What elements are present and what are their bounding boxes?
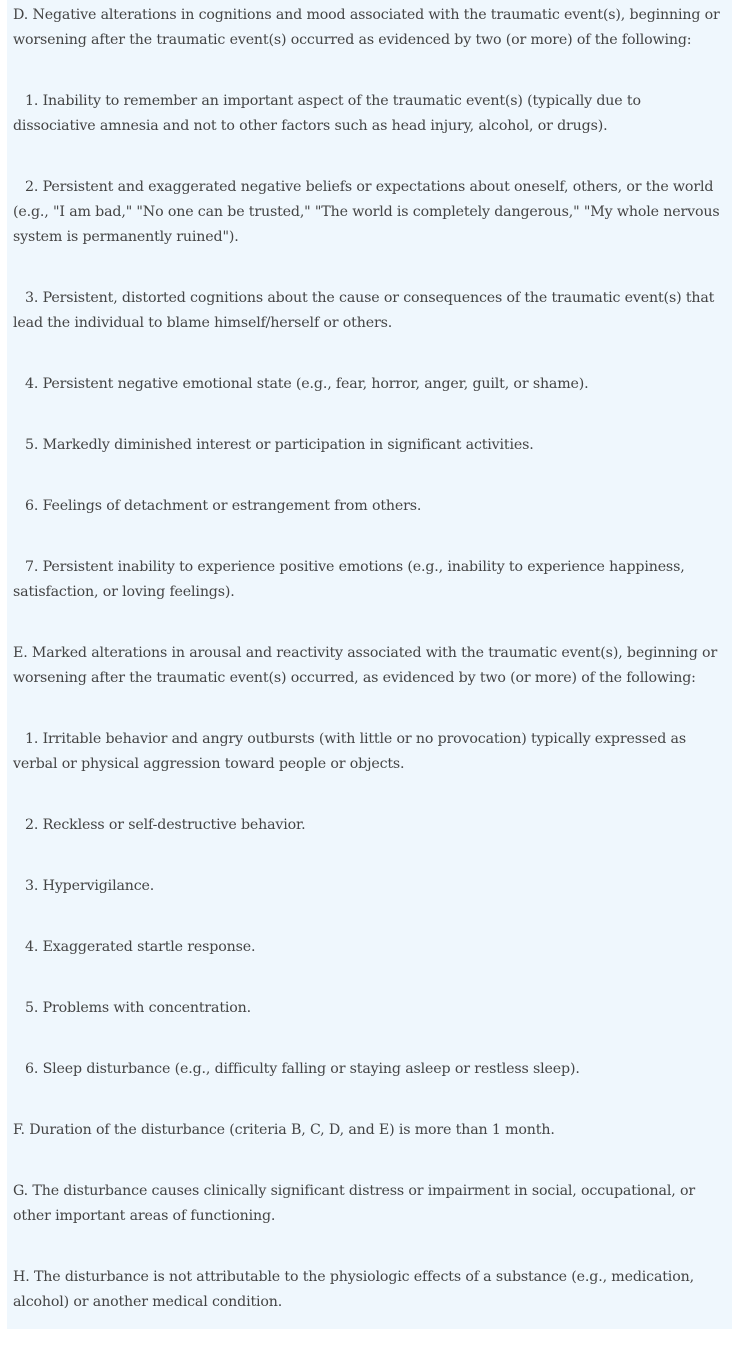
criterion-d: D. Negative alterations in cognitions and mood associated with the traumatic event(s), beginning or worsening after the traumatic event(s) occurred as evidenced by two (or more) of the following: [13, 7, 720, 48]
criteria-content [13, 3, 725, 1351]
criterion-f: F. Duration of the disturbance (criteria B, C, D, and E) is more than 1 month. [13, 1122, 555, 1138]
criterion-d-item-7: 7. Persistent inability to experience positive emotions (e.g., inability to experience happiness, satisfaction, or loving feelings). [13, 559, 685, 600]
criterion-e-item-4: 4. Exaggerated startle response. [25, 939, 256, 955]
criterion-d-item-3: 3. Persistent, distorted cognitions about the cause or consequences of the traumatic event(s) that lead the individual to blame himself/herself or others. [13, 290, 715, 331]
criterion-d-item-4: 4. Persistent negative emotional state (e.g., fear, horror, anger, guilt, or shame). [25, 376, 589, 392]
criterion-e-item-2: 2. Reckless or self-destructive behavior. [25, 817, 306, 833]
criterion-d-item-2: 2. Persistent and exaggerated negative beliefs or expectations about oneself, others, or the world (e.g., "I am bad," "No one can be trusted," "The world is completely dangerous," "My whole nervous system is permanently ruined"). [13, 179, 720, 245]
criterion-d-item-1: 1. Inability to remember an important aspect of the traumatic event(s) (typically due to dissociative amnesia and not to other factors such as head injury, alcohol, or drugs). [13, 93, 641, 134]
criterion-d-item-6: 6. Feelings of detachment or estrangement from others. [25, 498, 422, 514]
criterion-e-item-5: 5. Problems with concentration. [25, 1000, 252, 1016]
criterion-h: H. The disturbance is not attributable to the physiologic effects of a substance (e.g., medication, alcohol) or another medical condition. [13, 1269, 694, 1310]
criterion-d-item-5: 5. Markedly diminished interest or participation in significant activities. [25, 437, 534, 453]
criterion-g: G. The disturbance causes clinically significant distress or impairment in social, occupational, or other important areas of functioning. [13, 1183, 695, 1224]
criterion-e: E. Marked alterations in arousal and reactivity associated with the traumatic event(s), beginning or worsening after the traumatic event(s) occurred, as evidenced by two (or more) of the following: [13, 645, 718, 686]
criterion-e-item-1: 1. Irritable behavior and angry outbursts (with little or no provocation) typically expressed as verbal or physical aggression toward people or objects. [13, 731, 686, 772]
criterion-e-item-3: 3. Hypervigilance. [25, 878, 155, 894]
criterion-e-item-6: 6. Sleep disturbance (e.g., difficulty falling or staying asleep or restless sleep). [25, 1061, 580, 1077]
